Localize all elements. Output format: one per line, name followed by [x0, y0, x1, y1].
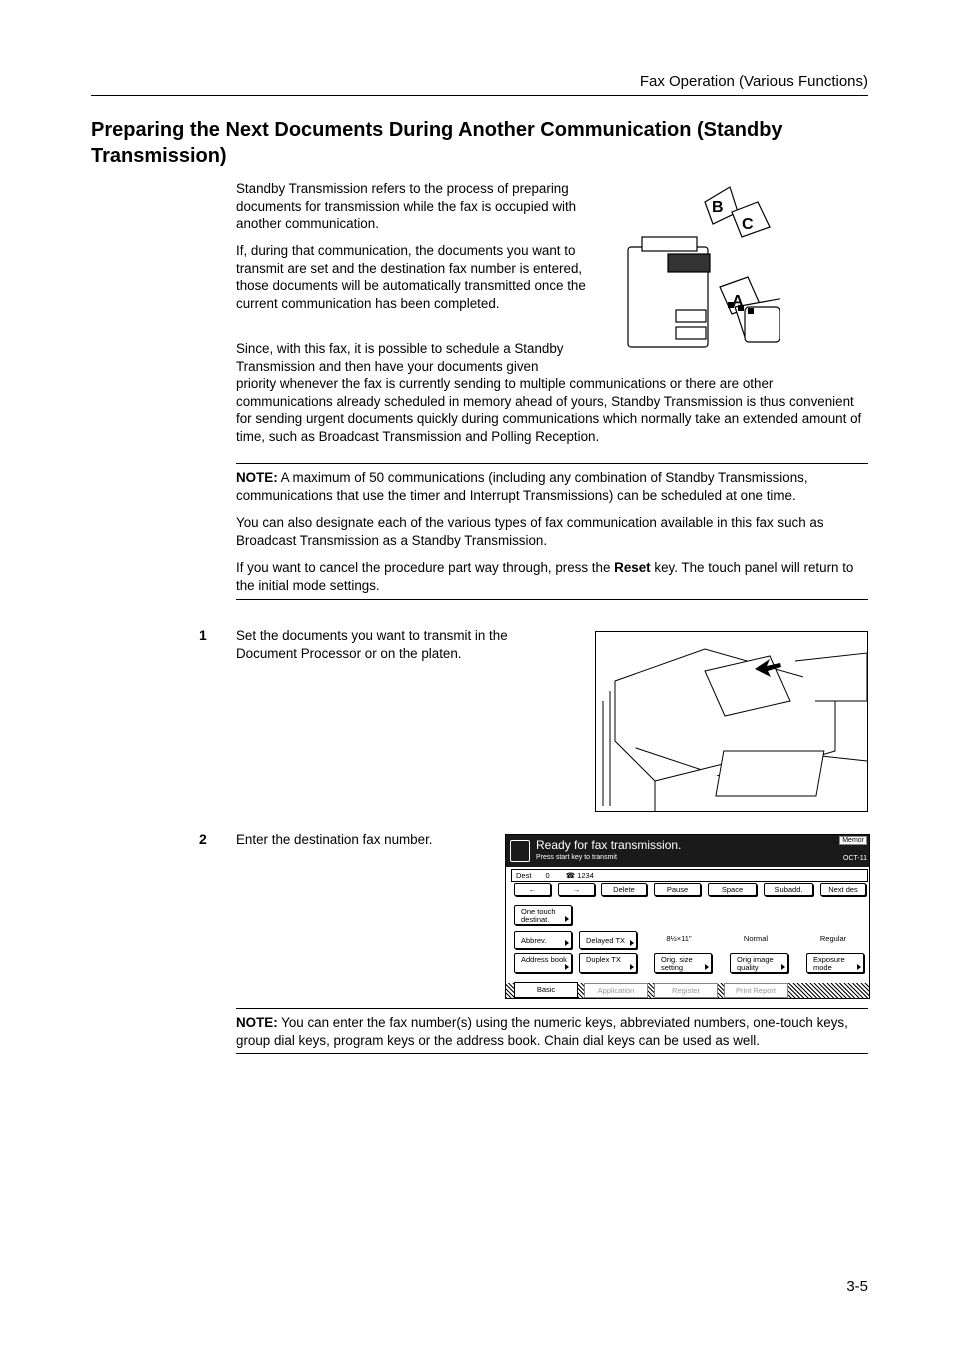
note2-text: You can enter the fax number(s) using the numeric keys, abbreviated numbers, one-touch keys, group dial keys, program keys or the address book. Chain dial keys can be used as well. [236, 1015, 848, 1048]
delayed-tx-button[interactable] [579, 931, 637, 949]
abbrev-button[interactable] [514, 931, 572, 949]
phone-icon: ☎ [565, 871, 576, 880]
tab-strip [506, 983, 869, 998]
page-number: 3-5 [846, 1278, 868, 1295]
step-2-number: 2 [199, 831, 207, 847]
note-paragraph-3 [236, 559, 868, 594]
tab-application[interactable]: Application [584, 983, 648, 998]
tab-print-report[interactable]: Print Report [724, 983, 788, 998]
status-message: Ready for fax transmission. [536, 838, 682, 852]
intro-paragraph-1: Standby Transmission refers to the process of preparing documents for transmission while the fax is occupied with another communication. [236, 181, 577, 232]
address-book-button[interactable] [514, 953, 572, 973]
arrow-icon [857, 964, 861, 970]
memory-indicator: Memor [839, 836, 867, 845]
note2-label: NOTE: [236, 1015, 278, 1030]
arrow-icon [630, 940, 634, 946]
original-size-value: 8½×11" [666, 934, 692, 943]
image-quality-label: Orig image quality [737, 955, 774, 972]
standby-fax-illustration [620, 182, 780, 357]
exposure-value: Regular [819, 934, 847, 943]
panel-status-bar [506, 835, 869, 867]
step-2-text: Enter the destination fax number. [236, 832, 433, 847]
abbrev-label: Abbrev. [521, 936, 547, 945]
note-paragraph-1 [236, 469, 868, 504]
reset-key-label: Reset [614, 560, 651, 575]
note-text-3b: key. The touch panel will return to the initial mode settings. [236, 560, 854, 593]
address-book-label: Address book [521, 955, 567, 964]
one-touch-label: One touch destinat. [521, 907, 556, 924]
delete-button[interactable]: Delete [601, 883, 647, 896]
arrow-icon [705, 964, 709, 970]
document-processor-illustration [595, 631, 868, 812]
svg-text:B: B [712, 199, 724, 216]
intro-paragraph-3-rest: priority whenever the fax is currently sending to multiple communications or there are other communications already scheduled in memory ahead of yours, Standby Transmission is thus convenient for sending urgent documents quickly during communications which normally take an extended amount of time, such as Broadcast Transmission and Polling Reception. [236, 376, 862, 444]
duplex-tx-label: Duplex TX [586, 955, 621, 964]
fax-number: 1234 [577, 871, 594, 880]
arrow-icon [565, 964, 569, 970]
edit-button-row [511, 883, 866, 896]
space-button[interactable]: Space [708, 883, 757, 896]
fax-touch-panel [505, 834, 870, 999]
tab-basic[interactable]: Basic [514, 982, 578, 998]
note2-bottom-rule [236, 1053, 868, 1054]
note-label: NOTE: [236, 470, 278, 485]
image-quality-value: Normal [743, 934, 769, 943]
subaddress-button[interactable]: Subadd. [764, 883, 813, 896]
exposure-mode-label: Exposure mode [813, 955, 845, 972]
tab-register[interactable]: Register [654, 983, 718, 998]
fax-icon [510, 840, 530, 862]
destination-row[interactable] [511, 869, 868, 882]
step-1-text: Set the documents you want to transmit in the Document Processor or on the platen. [236, 628, 508, 661]
svg-text:C: C [742, 216, 754, 233]
note-text-3a: If you want to cancel the procedure part way through, press the [236, 560, 611, 575]
note-paragraph-2: You can also designate each of the various types of fax communication available in this fax such as Broadcast Transmission as a Standby Transmission. [236, 515, 824, 548]
pause-button[interactable]: Pause [654, 883, 701, 896]
page-title: Preparing the Next Documents During Another Communication (Standby Transmission) [91, 119, 783, 167]
original-size-button[interactable] [654, 953, 712, 973]
note-top-rule [236, 463, 868, 464]
arrow-icon [630, 964, 634, 970]
step-1-number: 1 [199, 627, 207, 643]
dest-count: 0 [545, 871, 550, 880]
dest-label: Dest [516, 871, 532, 880]
arrow-icon [565, 940, 569, 946]
next-destination-button[interactable]: Next des [820, 883, 866, 896]
one-touch-button[interactable] [514, 905, 572, 925]
section-header: Fax Operation (Various Functions) [639, 73, 868, 90]
arrow-icon [565, 916, 569, 922]
duplex-tx-button[interactable] [579, 953, 637, 973]
svg-text:A: A [732, 293, 744, 310]
note-text-1: A maximum of 50 communications (including any combination of Standby Transmissions, communications that use the timer and Interrupt Transmissions) can be scheduled at one time. [236, 470, 808, 503]
note-fax-number [236, 1014, 868, 1049]
status-hint: Press start key to transmit [536, 854, 617, 861]
intro-paragraph-3-start: Since, with this fax, it is possible to schedule a Standby Transmission and then have your documents given [236, 341, 564, 374]
note2-top-rule [236, 1008, 868, 1009]
cursor-left-button[interactable]: ← [514, 883, 551, 896]
intro-paragraph-2: If, during that communication, the documents you want to transmit are set and the destination fax number is entered, those documents will be automatically transmitted once the current communication has been completed. [236, 243, 586, 311]
note-bottom-rule [236, 599, 868, 600]
date-readout: OCT-11 [843, 855, 867, 862]
exposure-mode-button[interactable] [806, 953, 864, 973]
original-size-label: Orig. size setting [661, 955, 693, 972]
image-quality-button[interactable] [730, 953, 788, 973]
cursor-right-button[interactable]: → [558, 883, 595, 896]
header-rule [91, 95, 868, 96]
delayed-tx-label: Delayed TX [586, 936, 626, 945]
arrow-icon [781, 964, 785, 970]
